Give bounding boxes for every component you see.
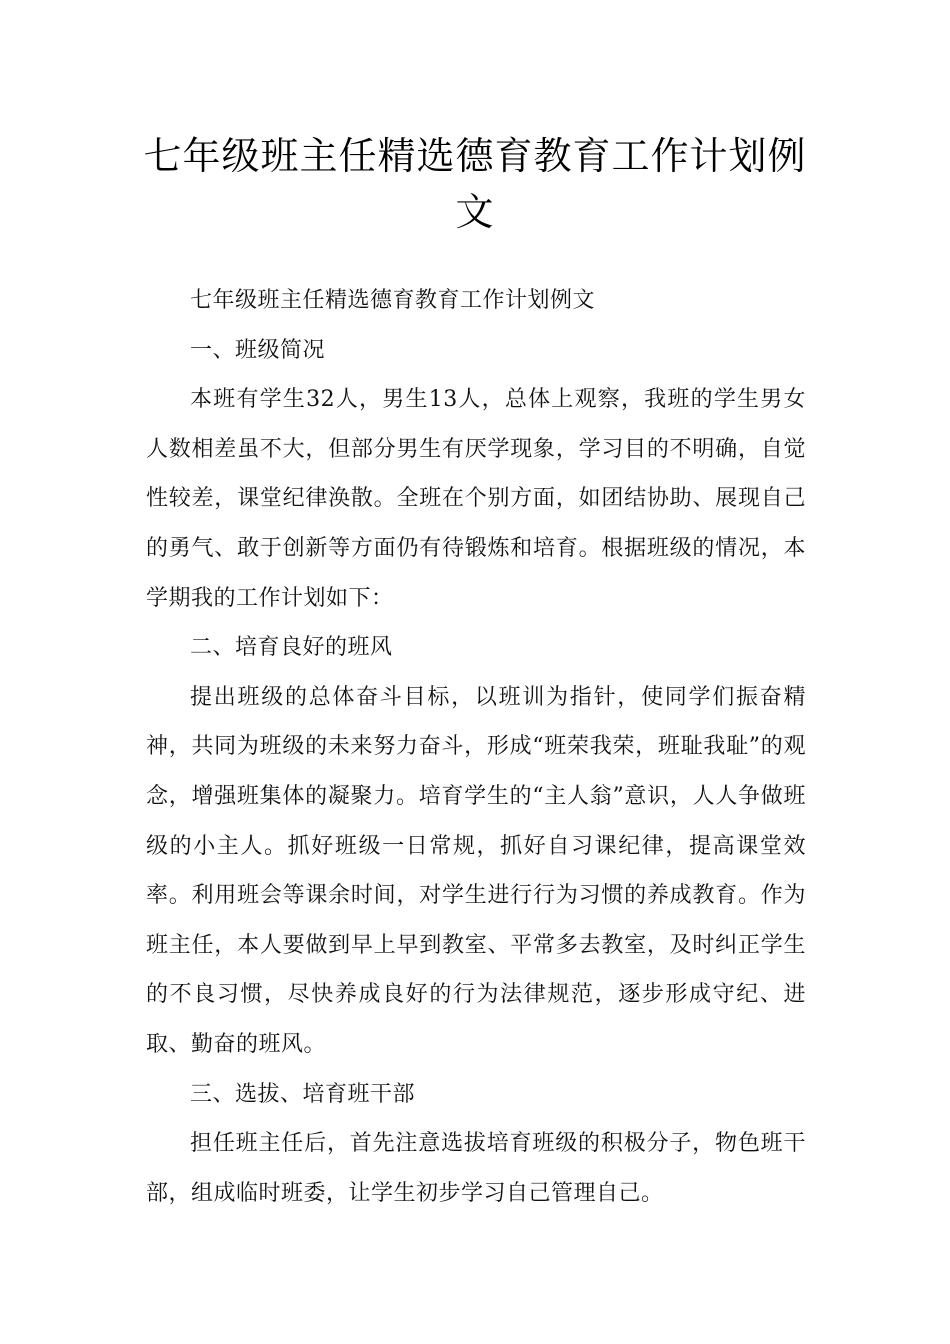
section-heading-class-cadres: 三、选拔、培育班干部 bbox=[190, 1081, 416, 1107]
document-body bbox=[146, 276, 806, 1218]
body-paragraph-class-cadres: 担任班主任后，首先注意选拔培育班级的积极分子，物色班干部，组成临时班委，让学生初步学习自己管理自己。 bbox=[146, 1131, 806, 1206]
body-paragraph-class-style: 提出班级的总体奋斗目标，以班训为指针，使同学们振奋精神，共同为班级的未来努力奋斗，形成“班荣我荣，班耻我耻”的观念，增强班集体的凝聚力。培育学生的“主人翁”意识，人人争做班级的小主人。抓好班级一日常规，抓好自习课纪律，提高课堂效率。利用班会等课余时间，对学生进行行为习惯的养成教育。作为班主任，本人要做到早上早到教室、平常多去教室，及时纠正学生的不良习惯，尽快养成良好的行为法律规范，逐步形成守纪、进取、勤奋的班风。 bbox=[146, 684, 806, 1057]
document-title: 七年级班主任精选德育教育工作计划例文 bbox=[143, 134, 807, 234]
section-heading-class-style: 二、培育良好的班风 bbox=[190, 635, 393, 661]
body-paragraph-heading: 七年级班主任精选德育教育工作计划例文 bbox=[190, 288, 596, 313]
body-paragraph-class-overview: 本班有学生32人，男生13人，总体上观察，我班的学生男女人数相差虽不大，但部分男生有厌学现象，学习目的不明确，自觉性较差，课堂纪律涣散。全班在个别方面，如团结协助、展现自己的勇气、敢于创新等方面仍有待锻炼和培育。根据班级的情况，本学期我的工作计划如下： bbox=[146, 387, 806, 611]
section-heading-class-overview: 一、班级简况 bbox=[190, 337, 326, 363]
